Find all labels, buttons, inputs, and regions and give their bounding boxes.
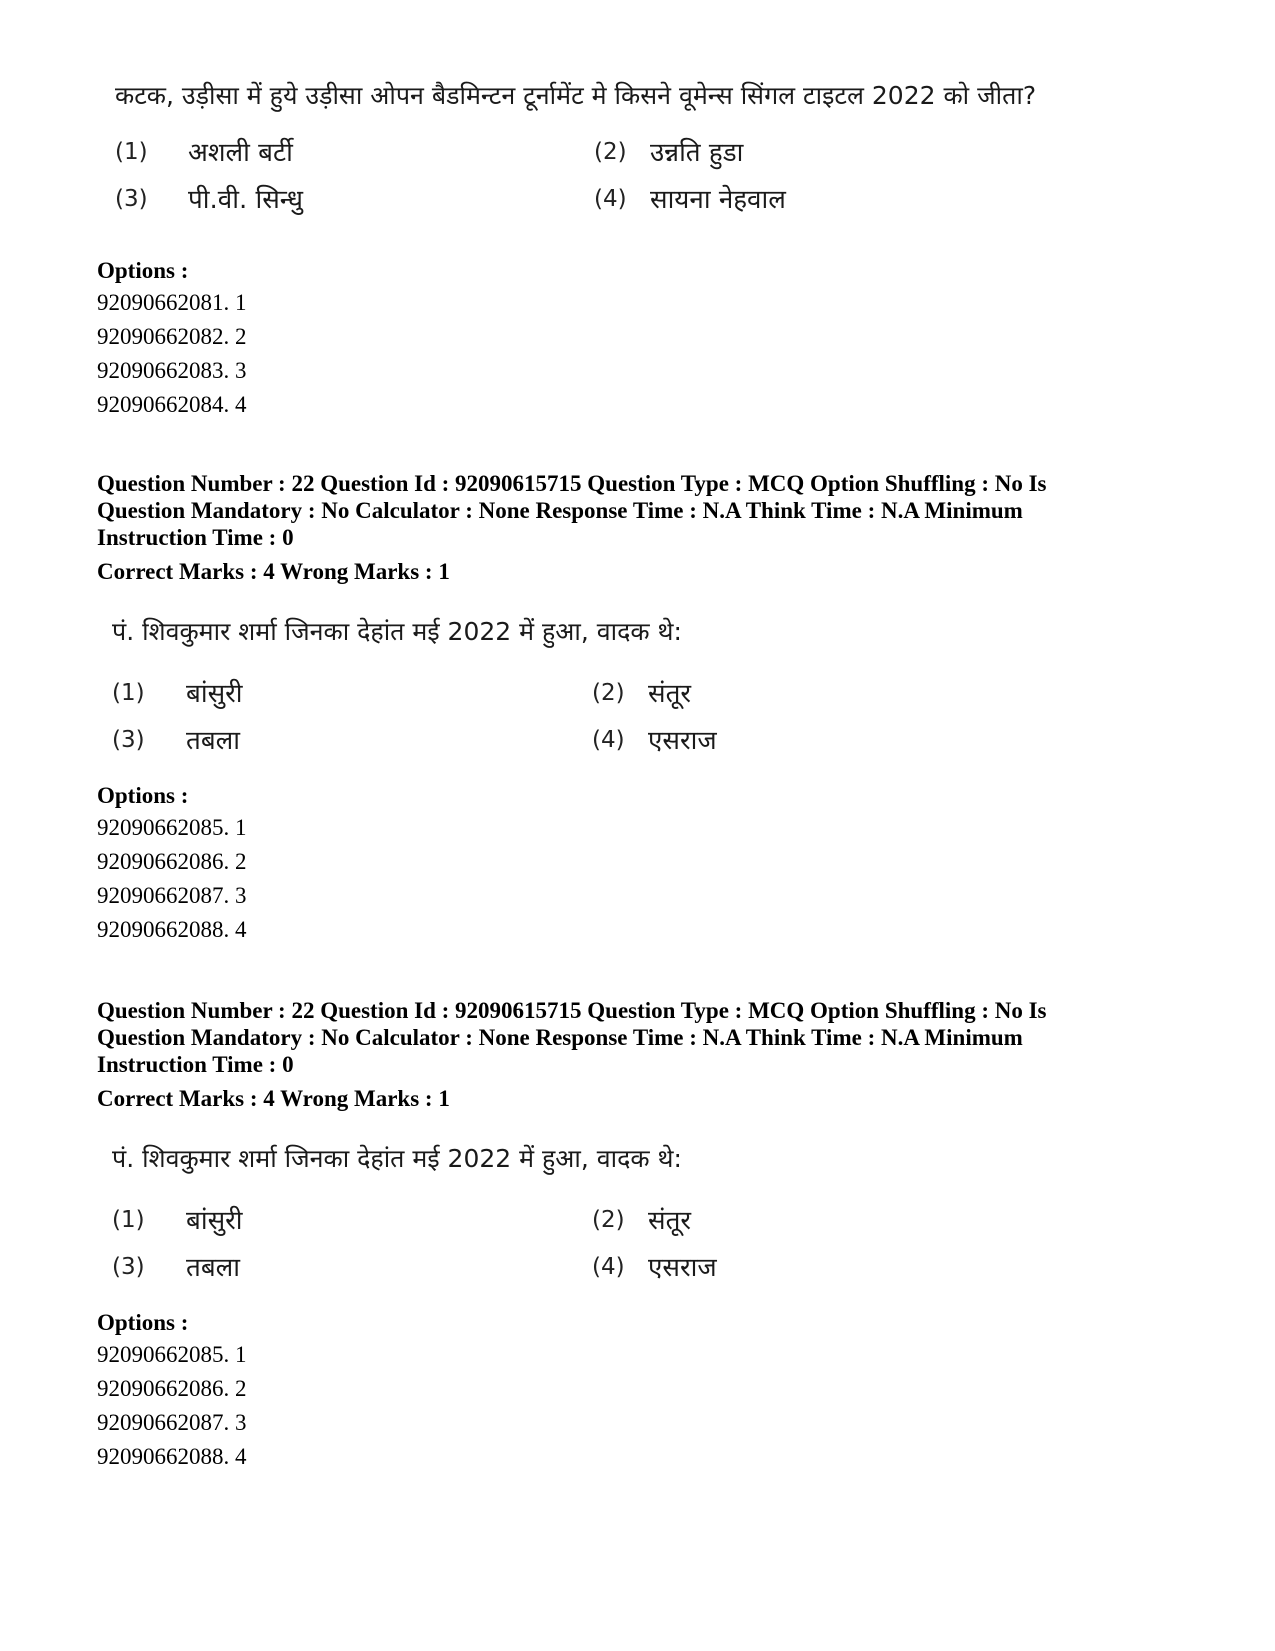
options-label: Options : <box>97 1310 189 1335</box>
choice-text: तबला <box>186 726 241 756</box>
choice-number: (3) <box>115 186 148 212</box>
option-row: 92090662086. 2 <box>97 849 247 874</box>
options-label: Options : <box>97 783 189 808</box>
choice-number: (4) <box>592 727 625 753</box>
choice-text: एसराज <box>648 1253 717 1283</box>
option-row: 92090662085. 1 <box>97 1342 247 1367</box>
question-text: कटक, उड़ीसा में हुये उड़ीसा ओपन बैडमिन्टन टूर्नामेंट मे किसने वूमेन्स सिंगल टाइटल 2022 को जीता? <box>115 81 1037 110</box>
choice-number: (1) <box>115 139 148 165</box>
choice-number: (1) <box>112 1207 145 1233</box>
option-row: 92090662084. 4 <box>97 392 247 417</box>
choice-number: (4) <box>592 1254 625 1280</box>
choice-number: (2) <box>592 1207 625 1233</box>
choice-text: पी.वी. सिन्धु <box>188 185 303 215</box>
question-meta-line: Question Number : 22 Question Id : 92090615715 Question Type : MCQ Option Shuffling : No Is <box>97 471 1047 496</box>
options-label: Options : <box>97 258 189 283</box>
marks-line: Correct Marks : 4 Wrong Marks : 1 <box>97 1086 450 1111</box>
option-row: 92090662085. 1 <box>97 815 247 840</box>
marks-line: Correct Marks : 4 Wrong Marks : 1 <box>97 559 450 584</box>
option-row: 92090662081. 1 <box>97 290 247 315</box>
question-meta-line: Instruction Time : 0 <box>97 1052 294 1077</box>
option-row: 92090662083. 3 <box>97 358 247 383</box>
question-text: पं. शिवकुमार शर्मा जिनका देहांत मई 2022 में हुआ, वादक थे: <box>112 1144 682 1173</box>
choice-text: बांसुरी <box>186 679 243 709</box>
choice-number: (4) <box>594 186 627 212</box>
choice-text: एसराज <box>648 726 717 756</box>
choice-number: (2) <box>594 139 627 165</box>
question-meta-line: Instruction Time : 0 <box>97 525 294 550</box>
question-meta-line: Question Number : 22 Question Id : 92090615715 Question Type : MCQ Option Shuffling : No Is <box>97 998 1047 1023</box>
question-meta-line: Question Mandatory : No Calculator : None Response Time : N.A Think Time : N.A Minimum <box>97 1025 1023 1050</box>
option-row: 92090662082. 2 <box>97 324 247 349</box>
choice-text: संतूर <box>648 1206 692 1236</box>
option-row: 92090662087. 3 <box>97 1410 247 1435</box>
choice-number: (1) <box>112 680 145 706</box>
option-row: 92090662088. 4 <box>97 917 247 942</box>
choice-number: (3) <box>112 1254 145 1280</box>
choice-text: अशली बर्टी <box>188 138 293 168</box>
choice-text: सायना नेहवाल <box>650 185 786 215</box>
choice-text: बांसुरी <box>186 1206 243 1236</box>
choice-text: संतूर <box>648 679 692 709</box>
choice-number: (2) <box>592 680 625 706</box>
question-text: पं. शिवकुमार शर्मा जिनका देहांत मई 2022 में हुआ, वादक थे: <box>112 617 682 646</box>
choice-text: तबला <box>186 1253 241 1283</box>
option-row: 92090662087. 3 <box>97 883 247 908</box>
choice-text: उन्नति हुडा <box>650 138 744 168</box>
question-meta-line: Question Mandatory : No Calculator : None Response Time : N.A Think Time : N.A Minimum <box>97 498 1023 523</box>
option-row: 92090662088. 4 <box>97 1444 247 1469</box>
choice-number: (3) <box>112 727 145 753</box>
option-row: 92090662086. 2 <box>97 1376 247 1401</box>
